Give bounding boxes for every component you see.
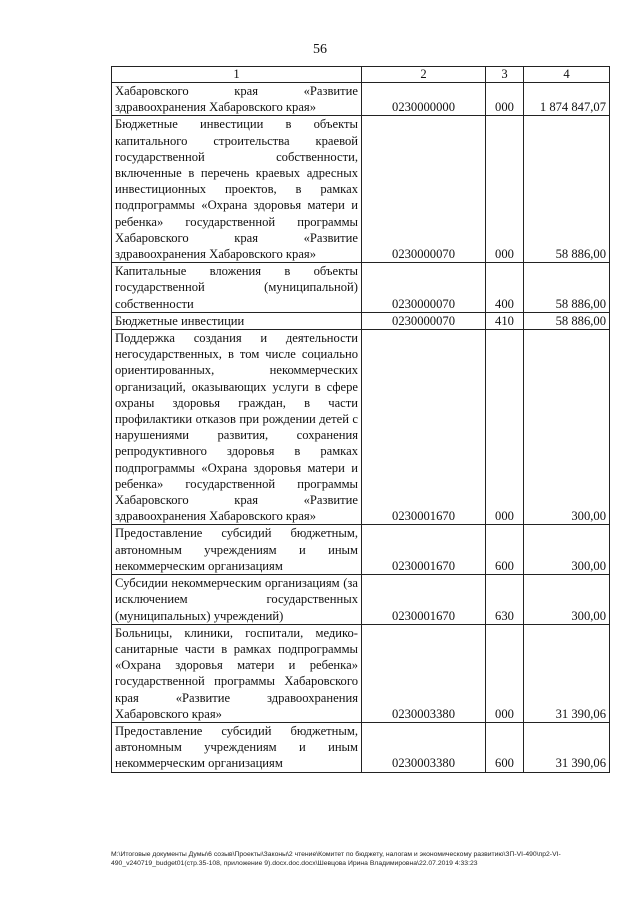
table-row bbox=[112, 525, 610, 575]
row-amount: 31 390,06 bbox=[524, 722, 610, 772]
column-header: 1 bbox=[112, 67, 362, 83]
row-name: Бюджетные инвестиции в объекты капитального строительства краевой государственной собственности, включенные в перечень краевых адресных инвестиционных проектов, в рамках подпрограммы «Охрана здоровья матери и ребенка» государственной программы Хабаровского края «Развитие здравоохранения Хабаровского края» bbox=[112, 116, 362, 263]
row-name: Капитальные вложения в объекты государственной (муниципальной) собственности bbox=[112, 263, 362, 313]
row-name: Поддержка создания и деятельности негосударственных, в том числе социально ориентированных, некоммерческих организаций, оказывающих услуги в сфере охраны здоровья граждан, в части профилактики отказов при рождении детей с нарушениями развития, сохранения репродуктивного здоровья в рамках подпрограммы «Охрана здоровья матери и ребенка» государственной программы Хабаровского края «Развитие здравоохранения Хабаровского края» bbox=[112, 330, 362, 525]
row-type: 000 bbox=[486, 83, 524, 116]
table-row bbox=[112, 263, 610, 313]
row-code: 0230000070 bbox=[362, 116, 486, 263]
row-amount: 300,00 bbox=[524, 525, 610, 575]
budget-table bbox=[111, 66, 610, 773]
row-amount: 58 886,00 bbox=[524, 312, 610, 329]
row-amount: 300,00 bbox=[524, 575, 610, 625]
table-row bbox=[112, 312, 610, 329]
table-row bbox=[112, 624, 610, 722]
table-header-row bbox=[112, 67, 610, 83]
row-code: 0230001670 bbox=[362, 525, 486, 575]
row-amount: 300,00 bbox=[524, 330, 610, 525]
row-name: Бюджетные инвестиции bbox=[112, 312, 362, 329]
column-header: 3 bbox=[486, 67, 524, 83]
row-name: Хабаровского края «Развитие здравоохранения Хабаровского края» bbox=[112, 83, 362, 116]
row-name: Предоставление субсидий бюджетным, автономным учреждениям и иным некоммерческим организациям bbox=[112, 722, 362, 772]
table-row bbox=[112, 83, 610, 116]
row-code: 0230000070 bbox=[362, 263, 486, 313]
row-code: 0230001670 bbox=[362, 575, 486, 625]
table-row bbox=[112, 722, 610, 772]
row-type: 400 bbox=[486, 263, 524, 313]
row-name: Субсидии некоммерческим организациям (за исключением государственных (муниципальных) учреждений) bbox=[112, 575, 362, 625]
row-amount: 58 886,00 bbox=[524, 116, 610, 263]
column-header: 2 bbox=[362, 67, 486, 83]
row-code: 0230000070 bbox=[362, 312, 486, 329]
row-code: 0230000000 bbox=[362, 83, 486, 116]
column-header: 4 bbox=[524, 67, 610, 83]
row-type: 600 bbox=[486, 525, 524, 575]
document-file-path-footer: M:\Итоговые документы Думы\6 созыв\Проекты\Законы\2 чтение\Комитет по бюджету, налогам и экономическому развитию\ЗП-VI-490\пр2-VI-490_v240719_budget01(стр.35-108, приложение 9).docx.doc.docx\Шевцова Ирина Владимировна\22.07.2019 4:33:23 bbox=[111, 851, 561, 867]
row-amount: 58 886,00 bbox=[524, 263, 610, 313]
row-name: Больницы, клиники, госпитали, медико-санитарные части в рамках подпрограммы «Охрана здоровья матери и ребенка» государственной программы Хабаровского края «Развитие здравоохранения Хабаровского края» bbox=[112, 624, 362, 722]
row-type: 000 bbox=[486, 330, 524, 525]
row-type: 410 bbox=[486, 312, 524, 329]
row-type: 630 bbox=[486, 575, 524, 625]
row-code: 0230003380 bbox=[362, 624, 486, 722]
row-type: 000 bbox=[486, 116, 524, 263]
table-row bbox=[112, 116, 610, 263]
page-number: 56 bbox=[313, 42, 327, 57]
row-code: 0230001670 bbox=[362, 330, 486, 525]
table-row bbox=[112, 330, 610, 525]
table-row bbox=[112, 575, 610, 625]
row-type: 600 bbox=[486, 722, 524, 772]
row-code: 0230003380 bbox=[362, 722, 486, 772]
row-amount: 31 390,06 bbox=[524, 624, 610, 722]
row-amount: 1 874 847,07 bbox=[524, 83, 610, 116]
row-type: 000 bbox=[486, 624, 524, 722]
row-name: Предоставление субсидий бюджетным, автономным учреждениям и иным некоммерческим организациям bbox=[112, 525, 362, 575]
